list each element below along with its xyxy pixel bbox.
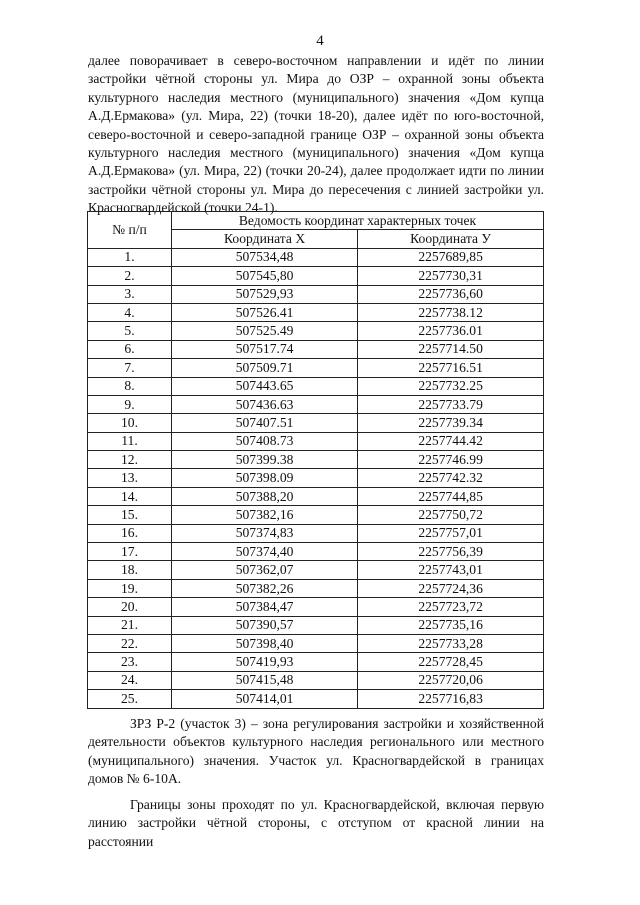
coordinate-y-cell: 2257714.50 [358, 340, 544, 358]
coordinate-x-cell: 507362,07 [172, 561, 358, 579]
table-row [88, 322, 544, 340]
coordinate-y-cell: 2257757,01 [358, 524, 544, 542]
point-number-cell: 9. [88, 395, 172, 413]
coordinate-y-cell: 2257746.99 [358, 451, 544, 469]
coordinate-x-cell: 507517.74 [172, 340, 358, 358]
coordinate-y-cell: 2257723,72 [358, 598, 544, 616]
coordinate-x-cell: 507407.51 [172, 414, 358, 432]
table-row [88, 524, 544, 542]
table-row [88, 469, 544, 487]
point-number-cell: 17. [88, 543, 172, 561]
table-row [88, 377, 544, 395]
point-number-cell: 6. [88, 340, 172, 358]
coordinate-y-cell: 2257716,83 [358, 690, 544, 708]
table-row [88, 543, 544, 561]
table-row [88, 506, 544, 524]
point-number-cell: 13. [88, 469, 172, 487]
coordinate-y-cell: 2257743,01 [358, 561, 544, 579]
table-row [88, 634, 544, 652]
table-row [88, 561, 544, 579]
point-number-cell: 2. [88, 267, 172, 285]
coordinate-y-cell: 2257733,28 [358, 634, 544, 652]
coordinate-x-cell: 507399.38 [172, 451, 358, 469]
coordinate-x-cell: 507545,80 [172, 267, 358, 285]
point-number-cell: 5. [88, 322, 172, 340]
table-row [88, 248, 544, 266]
point-number-cell: 16. [88, 524, 172, 542]
coordinate-y-cell: 2257730,31 [358, 267, 544, 285]
coordinate-x-cell: 507525.49 [172, 322, 358, 340]
point-number-cell: 10. [88, 414, 172, 432]
coordinate-x-cell: 507382,16 [172, 506, 358, 524]
point-number-cell: 20. [88, 598, 172, 616]
coordinate-x-cell: 507526.41 [172, 303, 358, 321]
coordinate-x-header: Координата X [172, 230, 358, 248]
point-number-cell: 8. [88, 377, 172, 395]
coordinate-x-cell: 507398.09 [172, 469, 358, 487]
point-number-cell: 24. [88, 671, 172, 689]
table-row [88, 395, 544, 413]
table-row [88, 671, 544, 689]
point-number-cell: 18. [88, 561, 172, 579]
coordinate-x-cell: 507382,26 [172, 579, 358, 597]
coordinate-x-cell: 507419,93 [172, 653, 358, 671]
coordinate-x-cell: 507408.73 [172, 432, 358, 450]
point-number-cell: 21. [88, 616, 172, 634]
table-row [88, 487, 544, 505]
table-row [88, 285, 544, 303]
coordinate-y-cell: 2257750,72 [358, 506, 544, 524]
point-number-cell: 7. [88, 359, 172, 377]
coordinate-y-header: Координата У [358, 230, 544, 248]
point-number-cell: 12. [88, 451, 172, 469]
coordinate-y-cell: 2257738.12 [358, 303, 544, 321]
point-number-cell: 23. [88, 653, 172, 671]
coordinate-x-cell: 507384,47 [172, 598, 358, 616]
table-row [88, 451, 544, 469]
table-row [88, 579, 544, 597]
table-row [88, 340, 544, 358]
coordinate-x-cell: 507374,83 [172, 524, 358, 542]
coordinate-y-cell: 2257736,60 [358, 285, 544, 303]
coordinate-y-cell: 2257742.32 [358, 469, 544, 487]
table-row [88, 598, 544, 616]
point-number-cell: 19. [88, 579, 172, 597]
coordinate-y-cell: 2257756,39 [358, 543, 544, 561]
coordinate-y-cell: 2257744,85 [358, 487, 544, 505]
table-row [88, 267, 544, 285]
coordinate-y-cell: 2257735,16 [358, 616, 544, 634]
coordinate-y-cell: 2257744.42 [358, 432, 544, 450]
coordinate-x-cell: 507374,40 [172, 543, 358, 561]
coordinate-x-cell: 507388,20 [172, 487, 358, 505]
coordinate-x-cell: 507534,48 [172, 248, 358, 266]
coordinate-y-cell: 2257728,45 [358, 653, 544, 671]
boundary-paragraph: Границы зоны проходят по ул. Красногвардейской, включая первую линию застройки чётной стороны, с отступом от красной линии на расстоянии [88, 797, 544, 849]
coordinate-x-cell: 507436.63 [172, 395, 358, 413]
statement-header: Ведомость координат характерных точек [172, 212, 544, 230]
coordinate-y-cell: 2257689,85 [358, 248, 544, 266]
table-row [88, 432, 544, 450]
point-number-cell: 4. [88, 303, 172, 321]
point-number-cell: 25. [88, 690, 172, 708]
intro-paragraph: далее поворачивает в северо-восточном направлении и идёт по линии застройки чётной стороны ул. Мира до ОЗР – охранной зоны объекта культурного наследия местного (муниципального) значения «Дом купца А.Д.Ермакова» (ул. Мира, 22) (точки 18-20), далее идёт по юго-восточной, северо-восточной и северо-западной границе ОЗР – охранной зоны объекта культурного наследия местного (муниципального) значения «Дом купца А.Д.Ермакова» (ул. Мира, 22) (точки 20-24), далее продолжает идти по линии застройки чётной стороны ул. Мира до пересечения с линией застройки ул. Красногвардейской (точки 24-1). [88, 53, 544, 216]
coordinate-x-cell: 507398,40 [172, 634, 358, 652]
point-number-cell: 14. [88, 487, 172, 505]
point-number-cell: 3. [88, 285, 172, 303]
coordinate-y-cell: 2257724,36 [358, 579, 544, 597]
coordinates-table [87, 211, 544, 709]
coordinate-y-cell: 2257716.51 [358, 359, 544, 377]
coordinate-y-cell: 2257720,06 [358, 671, 544, 689]
coordinate-y-cell: 2257732.25 [358, 377, 544, 395]
number-column-header: № п/п [88, 212, 172, 249]
point-number-cell: 11. [88, 432, 172, 450]
table-row [88, 359, 544, 377]
coordinate-x-cell: 507415,48 [172, 671, 358, 689]
coordinate-x-cell: 507414,01 [172, 690, 358, 708]
point-number-cell: 1. [88, 248, 172, 266]
coordinate-x-cell: 507509.71 [172, 359, 358, 377]
coordinate-y-cell: 2257739.34 [358, 414, 544, 432]
table-row [88, 653, 544, 671]
table-row [88, 303, 544, 321]
coordinate-x-cell: 507529,93 [172, 285, 358, 303]
page-number: 4 [316, 33, 324, 49]
coordinate-x-cell: 507390,57 [172, 616, 358, 634]
table-row [88, 414, 544, 432]
zone-paragraph: ЗРЗ Р-2 (участок 3) – зона регулирования застройки и хозяйственной деятельности объектов культурного наследия регионального или местного (муниципального) значения. Участок ул. Красногвардейской в границах домов № 6-10А. [88, 716, 544, 787]
table-row [88, 616, 544, 634]
coordinate-x-cell: 507443.65 [172, 377, 358, 395]
coordinate-y-cell: 2257733.79 [358, 395, 544, 413]
coordinate-y-cell: 2257736.01 [358, 322, 544, 340]
coordinates-table-body [88, 248, 544, 708]
point-number-cell: 15. [88, 506, 172, 524]
point-number-cell: 22. [88, 634, 172, 652]
table-row [88, 690, 544, 708]
